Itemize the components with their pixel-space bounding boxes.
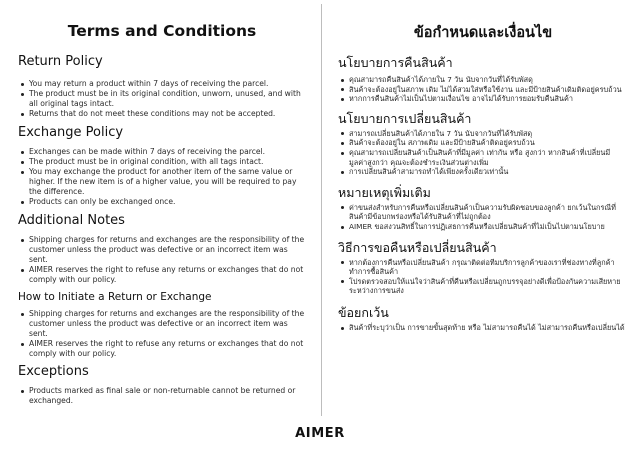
section-heading-exceptions-th: [338, 296, 628, 323]
list-item: The product must be in original condition, with all tags intact.: [29, 157, 306, 167]
heading-return-policy-en: Return Policy: [18, 54, 103, 69]
list-exchange-policy-th: [338, 129, 628, 177]
section-heading-exceptions-en: [18, 359, 306, 386]
heading-initiate-return-th: วิธีการขอคืนหรือเปลี่ยนสินค้า: [338, 239, 497, 255]
list-item: Exchanges can be made within 7 days of receiving the parcel.: [29, 147, 306, 157]
list-item: AIMER ขอสงวนสิทธิ์ในการปฏิเสธการคืนหรือเปลี่ยนสินค้าที่ไม่เป็นไปตามนโยบาย: [349, 222, 628, 232]
heading-additional-notes-en: Additional Notes: [18, 213, 125, 228]
list-item: ค่าขนส่งสำหรับการคืนหรือเปลี่ยนสินค้าเป็นความรับผิดชอบของลูกค้า ยกเว้นในกรณีที่สินค้ามีข้อบกพร่องหรือได้รับสินค้าที่ไม่ถูกต้อง: [349, 203, 628, 222]
heading-return-policy-th: นโยบายการคืนสินค้า: [338, 55, 453, 70]
page-title-th: ข้อกำหนดและเงื่อนไข: [413, 25, 553, 41]
list-item: Returns that do not meet these conditions may not be accepted.: [29, 109, 306, 119]
list-item: คุณสามารถเปลี่ยนสินค้าเป็นสินค้าที่มีมูลค่า เท่ากัน หรือ สูงกว่า หากสินค้าที่เปลี่ยนมีมูลค่าสูงกว่า คุณจะต้องชำระเงินส่วนต่างเพิ่ม: [349, 148, 628, 167]
heading-initiate-return-en: How to Initiate a Return or Exchange: [18, 291, 212, 303]
list-additional-notes-th: [338, 203, 628, 232]
section-heading-exchange-policy-th: [338, 104, 628, 129]
list-additional-notes-en: [18, 235, 306, 285]
list-item: สินค้าจะต้องอยู่ใน สภาพเดิม และมีป้ายสินค้าติดอยู่ครบถ้วน: [349, 138, 628, 148]
list-item: AIMER reserves the right to refuse any returns or exchanges that do not comply with our policy.: [29, 339, 306, 359]
list-item: Shipping charges for returns and exchanges are the responsibility of the customer unless the product was defective or an incorrect item was sent.: [29, 235, 305, 264]
heading-exchange-policy-en: Exchange Policy: [18, 125, 124, 140]
page-title-en: Terms and Conditions: [67, 22, 257, 40]
heading-exceptions-th: ข้อยกเว้น: [338, 304, 389, 320]
list-exceptions-en: [18, 386, 306, 406]
list-item: โปรดตรวจสอบให้แน่ใจว่าสินค้าที่คืนหรือเปลี่ยนถูกบรรจุอย่างดีเพื่อป้องกันความเสียหายระหว่างการขนส่ง: [349, 277, 628, 296]
list-item: หากต้องการคืนหรือเปลี่ยนสินค้า กรุณาติดต่อทีมบริการลูกค้าของเราที่ช่องทางที่ลูกค้าทำการซื้อสินค้า: [349, 258, 628, 277]
section-heading-additional-notes-th: [338, 177, 628, 203]
list-item: สินค้าที่ระบุว่าเป็น การขายขั้นสุดท้าย หรือ ไม่สามารถคืนได้ ไม่สามารถคืนหรือเปลี่ยนได้: [349, 323, 628, 333]
list-item: You may return a product within 7 days of receiving the parcel.: [29, 79, 306, 89]
heading-additional-notes-th: หมายเหตุเพิ่มเติม: [338, 184, 431, 200]
list-initiate-return-th: [338, 258, 628, 296]
section-heading-exchange-policy-en: [18, 119, 306, 147]
list-initiate-return-en: [18, 309, 306, 359]
list-item: Products can only be exchanged once.: [29, 197, 306, 207]
heading-exchange-policy-th: นโยบายการเปลี่ยนสินค้า: [338, 110, 472, 126]
list-item: สินค้าจะต้องอยู่ในสภาพ เดิม ไม่ได้สวมใส่หรือใช้งาน และมีป้ายสินค้าเดิมติดอยู่ครบถ้วน: [349, 85, 628, 95]
list-return-policy-th: [338, 75, 628, 104]
thai-column: [338, 0, 628, 333]
list-item: AIMER reserves the right to refuse any returns or exchanges that do not comply with our policy.: [29, 265, 306, 285]
list-item: Shipping charges for returns and exchanges are the responsibility of the customer unless the product was defective or an incorrect item was sent.: [29, 309, 305, 338]
list-item: การเปลี่ยนสินค้าสามารถทำได้เพียงครั้งเดียวเท่านั้น: [349, 167, 628, 177]
heading-exceptions-en: Exceptions: [18, 364, 89, 379]
list-item: คุณสามารถคืนสินค้าได้ภายใน 7 วัน นับจากวันที่ได้รับพัสดุ: [349, 75, 628, 85]
section-heading-initiate-en: [18, 285, 306, 309]
brand-logo: AIMER: [295, 426, 345, 441]
list-exchange-policy-en: [18, 147, 306, 207]
list-return-policy-en: [18, 79, 306, 119]
section-heading-return-policy-th: [338, 49, 628, 75]
english-column: [18, 0, 306, 406]
list-item: You may exchange the product for another item of the same value or higher. If the new item is of a higher value, you will be required to pay the difference.: [29, 167, 306, 197]
list-item: Products marked as final sale or non-returnable cannot be returned or exchanged.: [29, 386, 306, 406]
list-item: หากการคืนสินค้าไม่เป็นไปตามเงื่อนไข อาจไม่ได้รับการยอมรับคืนสินค้า: [349, 94, 628, 104]
list-exceptions-th: [338, 323, 628, 333]
column-divider: [321, 4, 322, 416]
section-heading-return-policy-en: [18, 52, 306, 79]
list-item: สามารถเปลี่ยนสินค้าได้ภายใน 7 วัน นับจากวันที่ได้รับพัสดุ: [349, 129, 628, 139]
section-heading-initiate-th: [338, 232, 628, 258]
section-heading-additional-notes-en: [18, 207, 306, 235]
list-item: The product must be in its original condition, unworn, unused, and with all original tags intact.: [29, 89, 306, 109]
